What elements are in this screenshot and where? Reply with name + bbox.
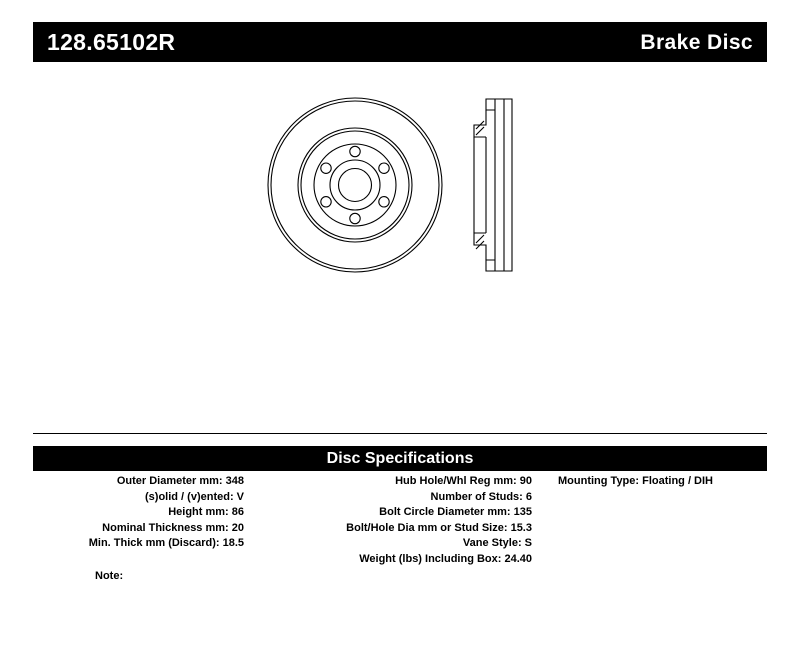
- spec-hub-hole: Hub Hole/Whl Reg mm: 90: [395, 475, 532, 487]
- brake-disc-front-view: [268, 98, 442, 272]
- spec-number-of-studs: Number of Studs: 6: [430, 490, 532, 503]
- header-bar: [33, 22, 767, 62]
- spec-outer-diameter: Outer Diameter mm: 348: [116, 475, 244, 487]
- spec-section-header: [33, 446, 767, 471]
- spec-column-middle: [248, 474, 538, 567]
- disc-drawing-svg: [250, 85, 570, 285]
- section-divider: [33, 433, 767, 434]
- page-title: Brake Disc: [640, 30, 753, 54]
- spec-solid-vented: (s)olid / (v)ented: V: [145, 490, 244, 503]
- technical-drawing: [250, 85, 570, 285]
- spec-column-right: [538, 474, 767, 490]
- spec-bolt-hole-dia: Bolt/Hole Dia mm or Stud Size: 15.3: [346, 521, 532, 534]
- spec-vane-style: Vane Style: S: [462, 537, 532, 549]
- spec-height: Height mm: 86: [168, 506, 244, 518]
- brake-disc-side-view: [474, 99, 512, 271]
- spec-min-thickness: Min. Thick mm (Discard): 18.5: [88, 537, 244, 549]
- part-number: 128.65102R: [47, 28, 176, 55]
- spec-section-title: Disc Specifications: [326, 449, 474, 467]
- spec-column-left: [33, 474, 248, 552]
- spec-nominal-thickness: Nominal Thickness mm: 20: [102, 521, 244, 534]
- specifications: [33, 474, 767, 567]
- spec-weight: Weight (lbs) Including Box: 24.40: [359, 552, 532, 565]
- note-label: Note:: [95, 570, 124, 582]
- spec-bolt-circle-diameter: Bolt Circle Diameter mm: 135: [379, 506, 532, 518]
- spec-mounting-type: Mounting Type: Floating / DIH: [558, 475, 713, 487]
